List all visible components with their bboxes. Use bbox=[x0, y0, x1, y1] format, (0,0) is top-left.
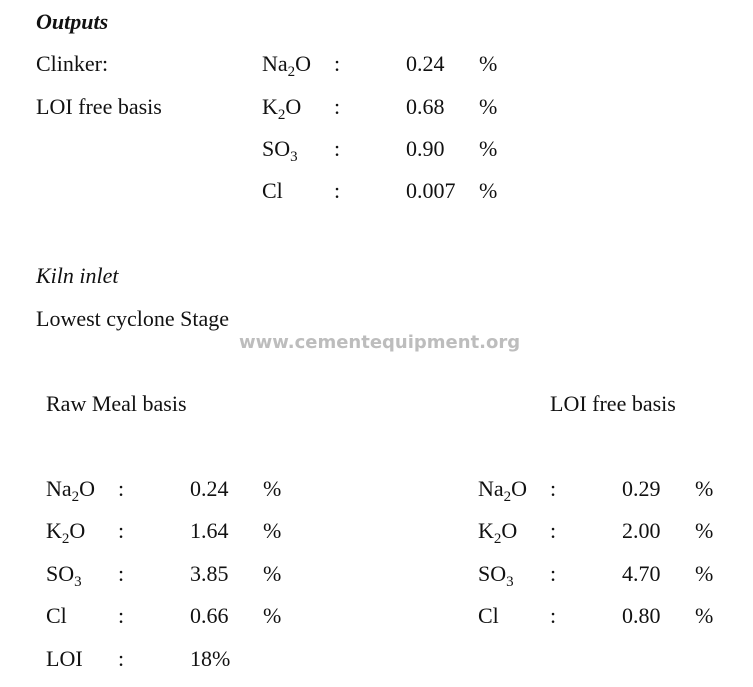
lowest-cyclone-stage-label: Lowest cyclone Stage bbox=[36, 306, 230, 331]
compound-na2o: $Na_2O$ bbox=[46, 476, 96, 505]
colon: : bbox=[550, 518, 557, 543]
kiln-inlet-heading: Kiln inlet bbox=[36, 263, 119, 288]
colon: : bbox=[550, 561, 557, 586]
value: 0.24 bbox=[406, 51, 445, 76]
compound-so3: $SO_3$ bbox=[262, 136, 298, 165]
unit: % bbox=[695, 518, 714, 543]
compound-cl: Cl bbox=[262, 178, 283, 203]
compound-k2o: $K_2O$ bbox=[46, 518, 86, 547]
value: 0.90 bbox=[406, 136, 445, 161]
compound-cl: Cl bbox=[478, 603, 499, 628]
colon: : bbox=[118, 603, 125, 628]
colon: : bbox=[118, 561, 125, 586]
value: 0.68 bbox=[406, 94, 445, 119]
colon: : bbox=[550, 603, 557, 628]
colon: : bbox=[550, 476, 557, 501]
value: 18% bbox=[190, 646, 231, 671]
compound-k2o: $K_2O$ bbox=[262, 94, 302, 123]
watermark: www.cementequipment.org bbox=[239, 332, 521, 353]
colon: : bbox=[118, 646, 125, 671]
unit: % bbox=[479, 178, 498, 203]
compound-loi: LOI bbox=[46, 646, 83, 671]
value: 0.66 bbox=[190, 603, 229, 628]
compound-na2o: $Na_2O$ bbox=[478, 476, 528, 505]
raw-meal-basis-title: Raw Meal basis bbox=[46, 391, 187, 416]
value: 1.64 bbox=[190, 518, 229, 543]
loi-free-basis-title: LOI free basis bbox=[550, 391, 676, 416]
colon: : bbox=[334, 178, 341, 203]
value: 0.007 bbox=[406, 178, 456, 203]
compound-so3: $SO_3$ bbox=[46, 561, 82, 590]
unit: % bbox=[695, 476, 714, 501]
compound-so3: $SO_3$ bbox=[478, 561, 514, 590]
unit: % bbox=[263, 561, 282, 586]
value: 0.29 bbox=[622, 476, 661, 501]
colon: : bbox=[334, 94, 341, 119]
colon: : bbox=[118, 476, 125, 501]
compound-na2o: $Na_2O$ bbox=[262, 51, 312, 80]
value: 0.80 bbox=[622, 603, 661, 628]
unit: % bbox=[695, 603, 714, 628]
value: 2.00 bbox=[622, 518, 661, 543]
clinker-label: Clinker: bbox=[36, 51, 109, 76]
value: 4.70 bbox=[622, 561, 661, 586]
unit: % bbox=[695, 561, 714, 586]
colon: : bbox=[118, 518, 125, 543]
compound-cl: Cl bbox=[46, 603, 67, 628]
unit: % bbox=[479, 136, 498, 161]
loi-free-basis-label: LOI free basis bbox=[36, 94, 162, 119]
unit: % bbox=[263, 603, 282, 628]
colon: : bbox=[334, 136, 341, 161]
outputs-heading: Outputs bbox=[36, 9, 109, 34]
unit: % bbox=[263, 476, 282, 501]
value: 0.24 bbox=[190, 476, 229, 501]
compound-k2o: $K_2O$ bbox=[478, 518, 518, 547]
unit: % bbox=[479, 94, 498, 119]
colon: : bbox=[334, 51, 341, 76]
unit: % bbox=[479, 51, 498, 76]
value: 3.85 bbox=[190, 561, 229, 586]
unit: % bbox=[263, 518, 282, 543]
